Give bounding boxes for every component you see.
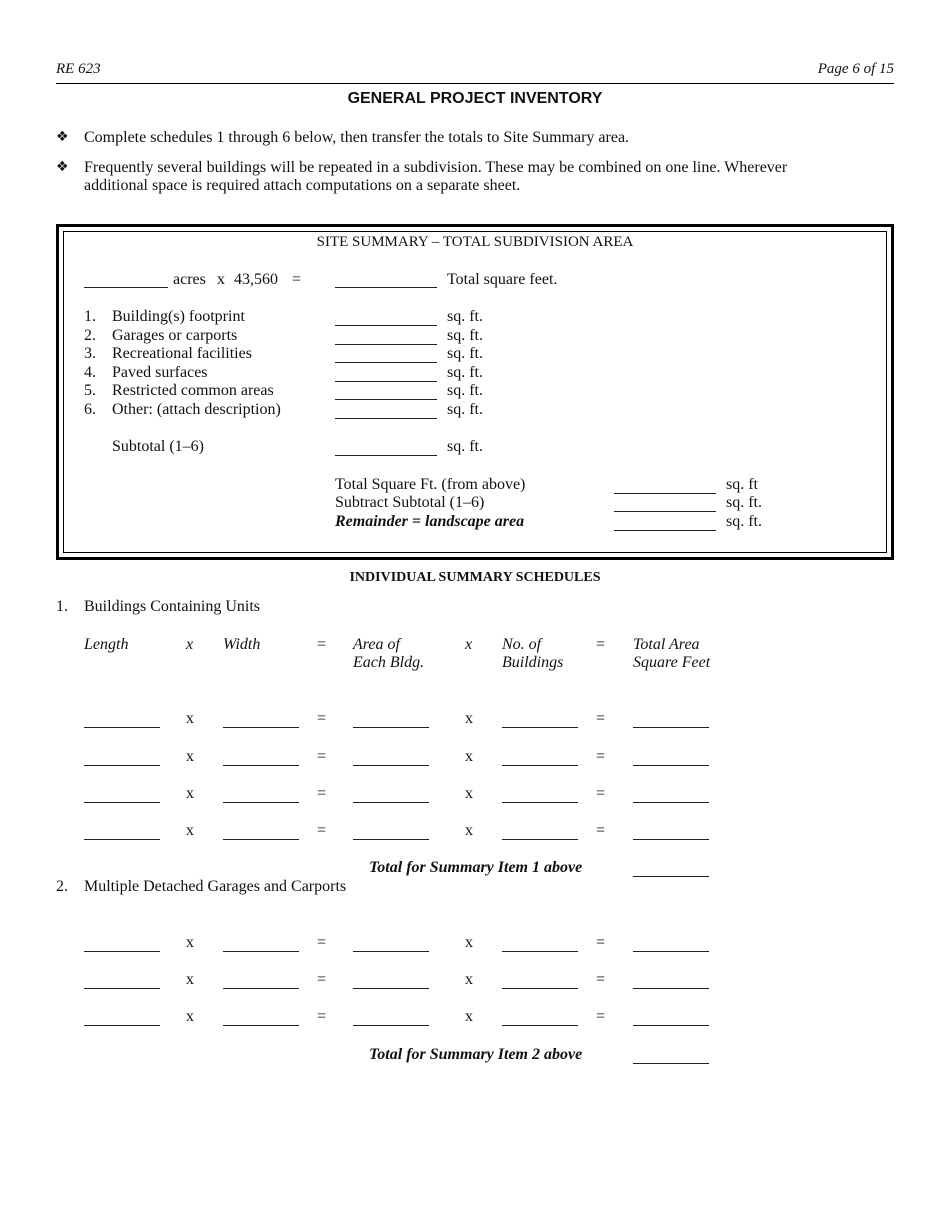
- equals-sign: =: [317, 710, 327, 727]
- times-sign: x: [465, 710, 473, 727]
- item-number: 3.: [84, 345, 96, 362]
- total-area-field[interactable]: [633, 727, 709, 728]
- times-sign: x: [186, 971, 194, 988]
- item-unit: sq. ft.: [447, 364, 483, 381]
- calc-field[interactable]: [614, 493, 716, 494]
- bullet-diamond-icon: ❖: [56, 129, 69, 145]
- equals-sign: =: [317, 934, 327, 951]
- total-area-field[interactable]: [633, 1025, 709, 1026]
- item-field[interactable]: [335, 325, 437, 326]
- length-field[interactable]: [84, 802, 160, 803]
- length-field[interactable]: [84, 988, 160, 989]
- area-field[interactable]: [353, 951, 429, 952]
- times-sign: x: [465, 1008, 473, 1025]
- item-unit: sq. ft.: [447, 401, 483, 418]
- buildings-field[interactable]: [502, 988, 578, 989]
- equals-sign: =: [596, 822, 606, 839]
- equals-sign: =: [317, 748, 327, 765]
- header-area: Each Bldg.: [353, 654, 425, 671]
- area-field[interactable]: [353, 802, 429, 803]
- acre-factor: 43,560: [234, 271, 278, 288]
- equals-sign: =: [292, 271, 302, 288]
- bullet-text: Complete schedules 1 through 6 below, then transfer the totals to Site Summary area.: [84, 129, 630, 146]
- total-area-field[interactable]: [633, 802, 709, 803]
- times-sign: x: [465, 934, 473, 951]
- total-area-field[interactable]: [633, 839, 709, 840]
- subtotal-label: Subtotal (1–6): [112, 438, 204, 455]
- item-unit: sq. ft.: [447, 382, 483, 399]
- length-field[interactable]: [84, 765, 160, 766]
- times-sign: x: [465, 785, 473, 802]
- times-sign: x: [217, 271, 225, 288]
- width-field[interactable]: [223, 951, 299, 952]
- total-square-feet-field[interactable]: [335, 287, 437, 288]
- item-field[interactable]: [335, 381, 437, 382]
- schedule1-total-label: Total for Summary Item 1 above: [369, 859, 583, 876]
- header-rule: [56, 83, 894, 84]
- item-field[interactable]: [335, 362, 437, 363]
- length-field[interactable]: [84, 951, 160, 952]
- calc-label: Total Square Ft. (from above): [335, 476, 526, 493]
- item-field[interactable]: [335, 418, 437, 419]
- area-field[interactable]: [353, 765, 429, 766]
- schedule2-total-field[interactable]: [633, 1063, 709, 1064]
- item-label: Restricted common areas: [112, 382, 274, 399]
- equals-sign: =: [596, 971, 606, 988]
- calc-label-remainder: Remainder = landscape area: [335, 513, 525, 530]
- item-unit: sq. ft.: [447, 327, 483, 344]
- equals-sign: =: [596, 748, 606, 765]
- header-equals: =: [317, 636, 327, 653]
- area-field[interactable]: [353, 988, 429, 989]
- schedule-label: Buildings Containing Units: [84, 598, 261, 615]
- calc-label: Subtract Subtotal (1–6): [335, 494, 485, 511]
- item-unit: sq. ft.: [447, 308, 483, 325]
- calc-unit: sq. ft.: [726, 513, 762, 530]
- width-field[interactable]: [223, 802, 299, 803]
- item-number: 4.: [84, 364, 96, 381]
- times-sign: x: [186, 1008, 194, 1025]
- times-sign: x: [186, 934, 194, 951]
- buildings-field[interactable]: [502, 802, 578, 803]
- item-unit: sq. ft.: [447, 345, 483, 362]
- equals-sign: =: [317, 1008, 327, 1025]
- header-total-area: Total Area: [633, 636, 700, 653]
- total-area-field[interactable]: [633, 951, 709, 952]
- acres-label: acres: [173, 271, 206, 288]
- schedule-number: 1.: [56, 598, 68, 615]
- buildings-field[interactable]: [502, 765, 578, 766]
- total-area-field[interactable]: [633, 988, 709, 989]
- header-no-buildings: No. of: [502, 636, 542, 653]
- item-label: Building(s) footprint: [112, 308, 245, 325]
- bullet-diamond-icon: ❖: [56, 159, 69, 175]
- header-equals: =: [596, 636, 606, 653]
- subtotal-unit: sq. ft.: [447, 438, 483, 455]
- equals-sign: =: [317, 971, 327, 988]
- item-number: 1.: [84, 308, 96, 325]
- area-field[interactable]: [353, 727, 429, 728]
- acres-field[interactable]: [84, 287, 168, 288]
- width-field[interactable]: [223, 839, 299, 840]
- equals-sign: =: [317, 785, 327, 802]
- buildings-field[interactable]: [502, 1025, 578, 1026]
- header-x: x: [465, 636, 473, 653]
- calc-unit: sq. ft.: [726, 494, 762, 511]
- header-width: Width: [223, 636, 261, 653]
- item-label: Other: (attach description): [112, 401, 281, 418]
- times-sign: x: [186, 822, 194, 839]
- page-title: GENERAL PROJECT INVENTORY: [347, 90, 603, 107]
- buildings-field[interactable]: [502, 727, 578, 728]
- bullet-text: additional space is required attach computations on a separate sheet.: [84, 177, 521, 194]
- length-field[interactable]: [84, 839, 160, 840]
- header-total-area: Square Feet: [633, 654, 711, 671]
- item-number: 6.: [84, 401, 96, 418]
- equals-sign: =: [596, 710, 606, 727]
- equals-sign: =: [596, 934, 606, 951]
- individual-schedules-title: INDIVIDUAL SUMMARY SCHEDULES: [349, 570, 601, 585]
- calc-field[interactable]: [614, 511, 716, 512]
- schedule-number: 2.: [56, 878, 68, 895]
- total-square-feet-label: Total square feet.: [447, 271, 558, 288]
- calc-field[interactable]: [614, 530, 716, 531]
- item-field[interactable]: [335, 344, 437, 345]
- form-id: RE 623: [56, 61, 101, 77]
- times-sign: x: [186, 710, 194, 727]
- schedule-label: Multiple Detached Garages and Carports: [84, 878, 347, 895]
- item-field[interactable]: [335, 399, 437, 400]
- width-field[interactable]: [223, 1025, 299, 1026]
- item-number: 5.: [84, 382, 96, 399]
- header-area: Area of: [353, 636, 400, 653]
- calc-unit: sq. ft: [726, 476, 758, 493]
- total-area-field[interactable]: [633, 765, 709, 766]
- length-field[interactable]: [84, 727, 160, 728]
- item-label: Paved surfaces: [112, 364, 208, 381]
- times-sign: x: [186, 785, 194, 802]
- subtotal-field[interactable]: [335, 455, 437, 456]
- schedule1-total-field[interactable]: [633, 876, 709, 877]
- buildings-field[interactable]: [502, 951, 578, 952]
- length-field[interactable]: [84, 1025, 160, 1026]
- area-field[interactable]: [353, 1025, 429, 1026]
- item-label: Garages or carports: [112, 327, 238, 344]
- width-field[interactable]: [223, 988, 299, 989]
- schedule2-total-label: Total for Summary Item 2 above: [369, 1046, 583, 1063]
- equals-sign: =: [317, 822, 327, 839]
- area-field[interactable]: [353, 839, 429, 840]
- width-field[interactable]: [223, 727, 299, 728]
- times-sign: x: [186, 748, 194, 765]
- buildings-field[interactable]: [502, 839, 578, 840]
- page-number: Page 6 of 15: [817, 61, 894, 77]
- item-label: Recreational facilities: [112, 345, 252, 362]
- times-sign: x: [465, 822, 473, 839]
- equals-sign: =: [596, 785, 606, 802]
- header-length: Length: [84, 636, 129, 653]
- header-x: x: [186, 636, 194, 653]
- width-field[interactable]: [223, 765, 299, 766]
- equals-sign: =: [596, 1008, 606, 1025]
- times-sign: x: [465, 971, 473, 988]
- site-summary-title: SITE SUMMARY – TOTAL SUBDIVISION AREA: [316, 234, 634, 250]
- item-number: 2.: [84, 327, 96, 344]
- header-no-buildings: Buildings: [502, 654, 564, 671]
- times-sign: x: [465, 748, 473, 765]
- bullet-text: Frequently several buildings will be repeated in a subdivision. These may be combined on one line. Wherever: [84, 159, 788, 176]
